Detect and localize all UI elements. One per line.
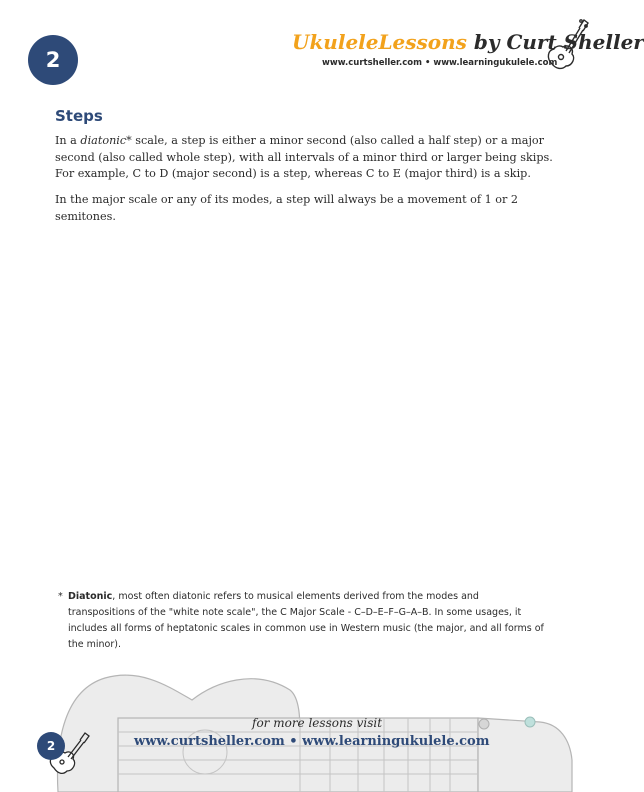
- diatonic-term: diatonic*: [80, 134, 132, 147]
- footnote: [58, 589, 548, 653]
- ukulele-icon: [544, 16, 588, 76]
- p1-rest: scale, a step is either a minor second (also called a half step) or a major second (also called whole step), with all intervals of a minor third or larger being skips. For example, C to D (major second) is a step, whereas C to E (major third) is a skip.: [55, 134, 553, 180]
- page-number-badge: [28, 35, 78, 85]
- footnote-marker: *: [58, 591, 63, 602]
- brand-ukulele: Ukulele: [292, 30, 379, 54]
- footnote-term: Diatonic: [68, 591, 113, 602]
- footnote-body: [68, 589, 548, 653]
- footer-tagline: for more lessons visit: [252, 716, 383, 730]
- brand-title: [292, 30, 644, 54]
- brand-author: by Curt Sheller: [466, 30, 644, 54]
- brand-header: [288, 30, 644, 80]
- brand-lessons: Lessons: [378, 30, 467, 54]
- footer-page-badge: [37, 732, 65, 760]
- brand-urls: www.curtsheller.com • www.learningukulele.com: [322, 58, 558, 68]
- footer-urls: www.curtsheller.com • www.learningukulele.com: [134, 734, 490, 749]
- page-number: 2: [45, 48, 61, 72]
- body-paragraph: [55, 133, 555, 183]
- p1-start: In a: [55, 134, 81, 147]
- footer-page-number: 2: [46, 739, 56, 753]
- body-paragraph: In the major scale or any of its modes, a step will always be a movement of 1 or 2 semitones.: [55, 193, 519, 223]
- footnote-text: , most often diatonic refers to musical elements derived from the modes and transpositions of the "white note scale", the C Major Scale - C–D–E–F–G–A–B. In some usages, it includes all forms of heptatonic scales in common use in Western music (the major, and all forms of the minor).: [68, 591, 544, 650]
- section-title: Steps: [55, 107, 103, 125]
